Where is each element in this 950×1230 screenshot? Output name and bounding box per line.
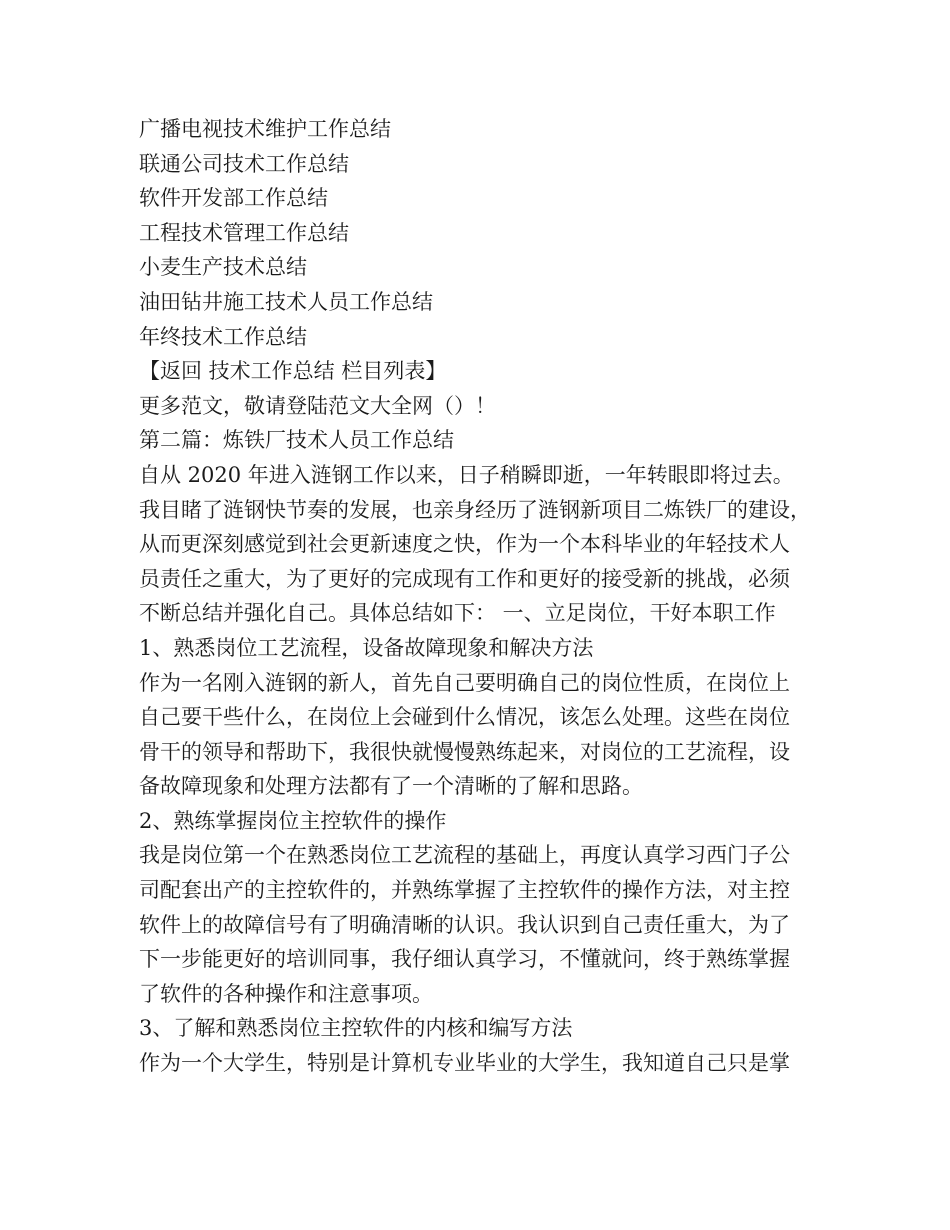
paragraph-line: 作为一名刚入涟钢的新人，首先自己要明确自己的岗位性质，在岗位上 [139, 670, 790, 695]
paragraph-line: 骨干的领导和帮助下，我很快就慢慢熟练起来，对岗位的工艺流程，设 [139, 739, 790, 764]
related-link[interactable]: 工程技术管理工作总结 [139, 220, 349, 245]
related-link[interactable]: 广播电视技术维护工作总结 [139, 117, 391, 141]
item2-heading: 2、熟练掌握岗位主控软件的操作 [139, 808, 447, 833]
item1-heading: 1、熟悉岗位工艺流程，设备故障现象和解决方法 [139, 635, 594, 660]
paragraph-line: 员责任之重大，为了更好的完成现有工作和更好的接受新的挑战，必须 [139, 566, 790, 591]
paragraph-line: 备故障现象和处理方法都有了一个清晰的了解和思路。 [139, 774, 643, 799]
section-title: 第二篇：炼铁厂技术人员工作总结 [139, 428, 454, 453]
paragraph-line: 了软件的各种操作和注意事项。 [139, 981, 433, 1006]
related-link[interactable]: 小麦生产技术总结 [139, 255, 307, 280]
paragraph-line: 作为一个大学生，特别是计算机专业毕业的大学生，我知道自己只是掌 [139, 1051, 790, 1076]
related-link[interactable]: 年终技术工作总结 [139, 324, 307, 349]
back-to-column-link[interactable]: 【返回 技术工作总结 栏目列表】 [139, 359, 447, 384]
paragraph-line: 不断总结并强化自己。具体总结如下： 一、立足岗位，干好本职工作 [139, 601, 776, 626]
paragraph-line: 从而更深刻感觉到社会更新速度之快，作为一个本科毕业的年轻技术人 [139, 532, 790, 557]
paragraph-line: 我是岗位第一个在熟悉岗位工艺流程的基础上，再度认真学习西门子公 [139, 843, 790, 868]
paragraph-line: 自从 2020 年进入涟钢工作以来，日子稍瞬即逝，一年转眼即将过去。 [139, 462, 794, 487]
more-samples-text: 更多范文，敬请登陆范文大全网（）！ [139, 393, 496, 418]
paragraph-line: 司配套出产的主控软件的，并熟练掌握了主控软件的操作方法，对主控 [139, 878, 790, 903]
item3-heading: 3、了解和熟悉岗位主控软件的内核和编写方法 [139, 1016, 573, 1041]
related-link[interactable]: 油田钻井施工技术人员工作总结 [139, 289, 433, 314]
related-links-list [139, 112, 829, 354]
intro-paragraph [139, 458, 829, 631]
item1-paragraph [139, 666, 829, 804]
related-link[interactable]: 联通公司技术工作总结 [139, 151, 349, 176]
paragraph-line: 下一步能更好的培训同事，我仔细认真学习，不懂就问，终于熟练掌握 [139, 947, 790, 972]
paragraph-line: 自己要干些什么，在岗位上会碰到什么情况，该怎么处理。这些在岗位 [139, 705, 790, 730]
paragraph-line: 软件上的故障信号有了明确清晰的认识。我认识到自己责任重大，为了 [139, 912, 790, 937]
document-body [139, 112, 829, 1081]
paragraph-line: 我目睹了涟钢快节奏的发展，也亲身经历了涟钢新项目二炼铁厂的建设， [139, 497, 811, 522]
item2-paragraph [139, 838, 829, 1011]
item3-paragraph [139, 1046, 829, 1081]
related-link[interactable]: 软件开发部工作总结 [139, 186, 328, 211]
